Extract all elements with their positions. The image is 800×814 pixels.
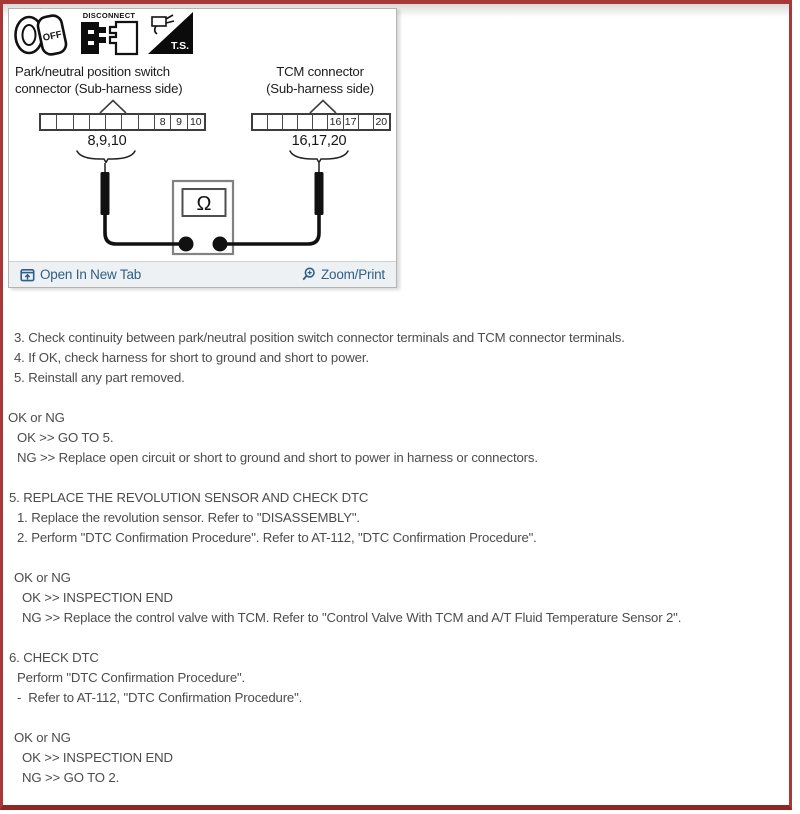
result-label: OK or NG bbox=[8, 410, 65, 425]
left-underbrace bbox=[76, 150, 136, 163]
right-connector-tab-icon bbox=[309, 99, 337, 113]
connector-cell bbox=[57, 115, 73, 129]
open-in-new-tab-icon bbox=[20, 268, 35, 282]
connector-cell bbox=[298, 115, 313, 129]
right-underbrace bbox=[289, 150, 349, 163]
left-terminals-label: 8,9,10 bbox=[87, 133, 127, 149]
connector-cell bbox=[359, 115, 374, 129]
procedure-step: 2. Perform "DTC Confirmation Procedure". Refer to AT-112, "DTC Confirmation Procedure". bbox=[17, 530, 537, 545]
disconnect-icon bbox=[78, 10, 140, 58]
result-label: OK or NG bbox=[14, 730, 71, 745]
connector-cell bbox=[268, 115, 283, 129]
ng-result-line: NG >> GO TO 2. bbox=[22, 770, 120, 785]
spacer bbox=[0, 708, 786, 728]
left-probe bbox=[101, 172, 110, 215]
connector-cell bbox=[313, 115, 328, 129]
zoom-magnifier-icon bbox=[301, 267, 316, 282]
connector-cell: 16 bbox=[328, 115, 343, 129]
ok-result-line: OK >> GO TO 5. bbox=[17, 430, 114, 445]
open-in-new-tab-label: Open In New Tab bbox=[40, 267, 142, 282]
ohmmeter-circuit-drawing bbox=[9, 163, 396, 259]
procedure-step: 3. Check continuity between park/neutral position switch connector terminals and TCM connector terminals. bbox=[14, 330, 625, 345]
connector-cell: 10 bbox=[189, 116, 202, 128]
connector-cell bbox=[41, 115, 57, 129]
connector-cell: 9 bbox=[171, 115, 187, 129]
left-connector-title: Park/neutral position switch connector (Sub-harness side) bbox=[15, 64, 183, 96]
ignition-key-off-icon bbox=[13, 10, 71, 58]
section-heading: 5. REPLACE THE REVOLUTION SENSOR AND CHECK DTC bbox=[9, 490, 369, 505]
connector-cell: 8 bbox=[155, 115, 171, 129]
meter-terminal bbox=[179, 237, 194, 252]
caution-icons-row bbox=[13, 10, 194, 58]
ts-tool-icon bbox=[147, 10, 194, 56]
svg-text:DISCONNECT: DISCONNECT bbox=[82, 11, 136, 20]
connector-cell: 17 bbox=[344, 115, 359, 129]
right-connector-title: TCM connector (Sub-harness side) bbox=[266, 64, 374, 96]
connector-cell bbox=[283, 115, 298, 129]
spacer bbox=[0, 548, 786, 568]
ng-result-line: NG >> Replace open circuit or short to ground and short to power in harness or connectors. bbox=[17, 450, 538, 465]
diagram-panel-footer bbox=[9, 261, 396, 287]
connector-cell bbox=[106, 115, 122, 129]
open-in-new-tab-link[interactable] bbox=[20, 267, 141, 282]
connector-cell bbox=[253, 115, 268, 129]
procedure-step: 4. If OK, check harness for short to ground and short to power. bbox=[14, 350, 369, 365]
procedure-step: - Refer to AT-112, "DTC Confirmation Procedure". bbox=[17, 690, 303, 705]
right-connector-strip bbox=[251, 113, 391, 131]
diagram-panel bbox=[8, 8, 397, 288]
procedure-step: 5. Reinstall any part removed. bbox=[14, 370, 185, 385]
spacer bbox=[0, 628, 786, 648]
result-label: OK or NG bbox=[14, 570, 71, 585]
procedure-step: Perform "DTC Confirmation Procedure". bbox=[17, 670, 246, 685]
connector-cell bbox=[139, 115, 155, 129]
ok-result-line: OK >> INSPECTION END bbox=[22, 750, 173, 765]
zoom-print-label: Zoom/Print bbox=[320, 267, 385, 282]
section-heading: 6. CHECK DTC bbox=[9, 650, 99, 665]
procedure-step: 1. Replace the revolution sensor. Refer to "DISASSEMBLY". bbox=[17, 510, 360, 525]
meter-terminal bbox=[213, 237, 228, 252]
spacer bbox=[0, 388, 786, 408]
connector-cell bbox=[122, 115, 138, 129]
right-terminals-label: 16,17,20 bbox=[291, 133, 347, 149]
left-connector-tab-icon bbox=[99, 99, 127, 113]
connector-cell bbox=[90, 115, 106, 129]
svg-text:T.S.: T.S. bbox=[170, 40, 190, 52]
left-connector-strip bbox=[39, 113, 206, 131]
procedure-text bbox=[0, 328, 786, 788]
svg-text:OFF: OFF bbox=[41, 29, 63, 44]
connector-cell: 20 bbox=[375, 116, 388, 128]
zoom-print-link[interactable] bbox=[301, 267, 385, 282]
spacer bbox=[0, 468, 786, 488]
ohm-symbol: Ω bbox=[196, 193, 212, 215]
right-probe bbox=[315, 172, 324, 215]
ok-result-line: OK >> INSPECTION END bbox=[22, 590, 173, 605]
connector-cell bbox=[74, 115, 90, 129]
ng-result-line: NG >> Replace the control valve with TCM. Refer to "Control Valve With TCM and A/T Fluid Temperature Sensor 2". bbox=[22, 610, 682, 625]
